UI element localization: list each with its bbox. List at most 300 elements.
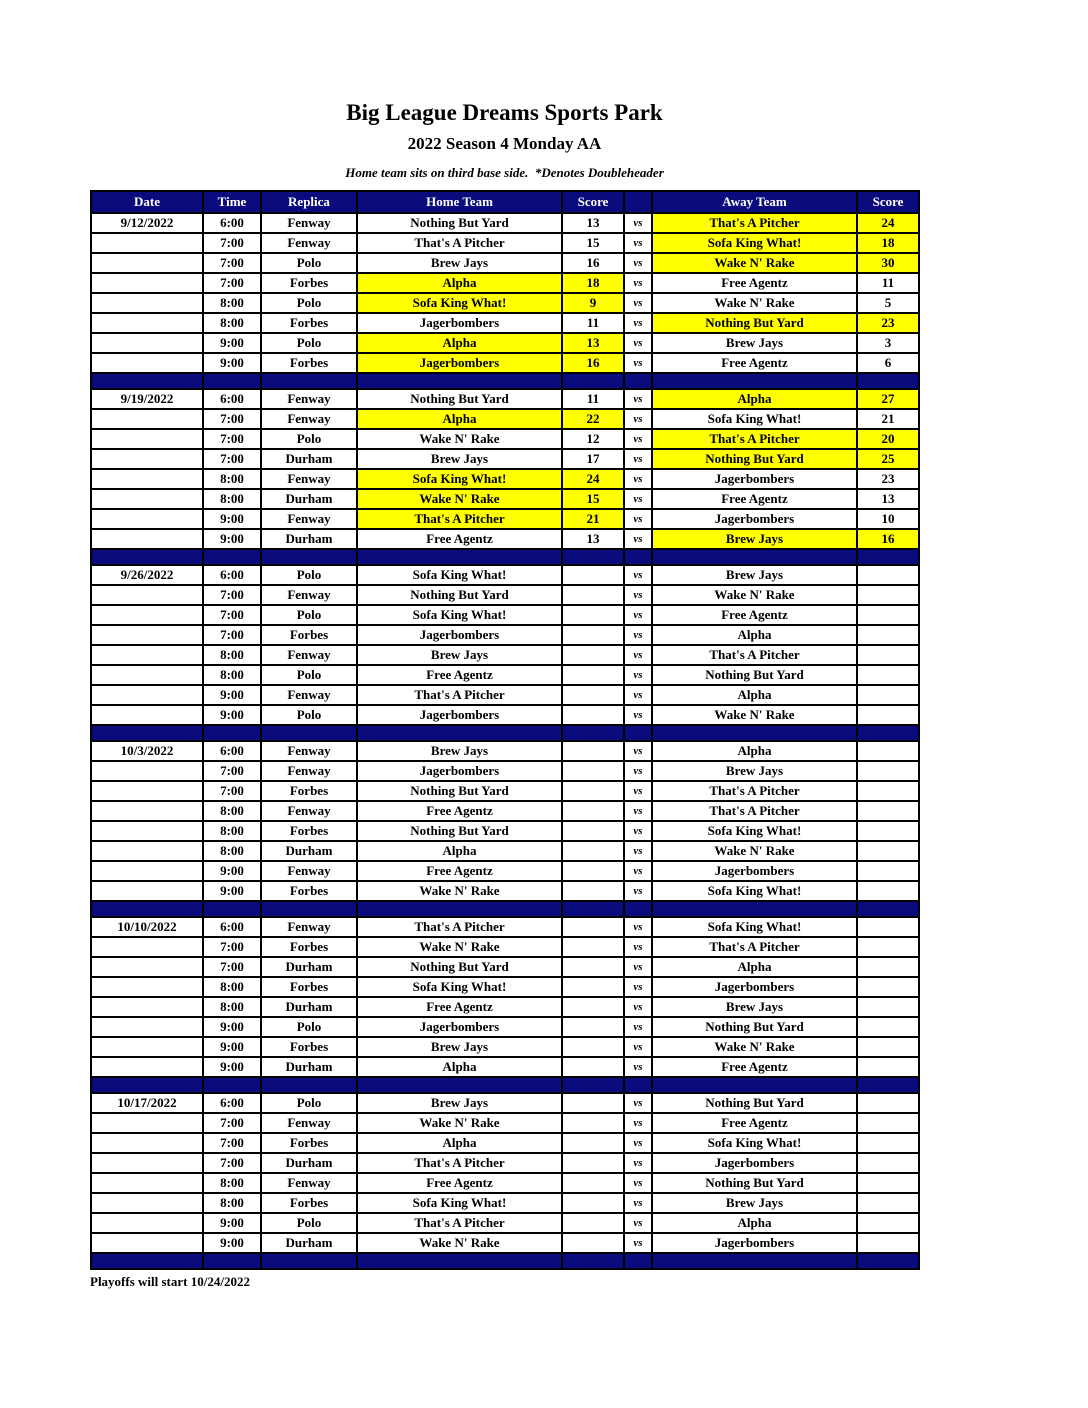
game-row bbox=[91, 665, 919, 685]
vs-cell: vs bbox=[624, 273, 652, 293]
home-score-cell: 22 bbox=[562, 409, 624, 429]
separator-cell bbox=[652, 1253, 857, 1269]
away-score-cell: 16 bbox=[857, 529, 919, 549]
date-cell bbox=[91, 1017, 203, 1037]
vs-cell: vs bbox=[624, 489, 652, 509]
away-score-cell bbox=[857, 801, 919, 821]
date-cell bbox=[91, 1037, 203, 1057]
date-cell bbox=[91, 1233, 203, 1253]
section-separator-row bbox=[91, 1077, 919, 1093]
away-score-cell bbox=[857, 685, 919, 705]
home-score-cell bbox=[562, 1017, 624, 1037]
separator-cell bbox=[652, 1077, 857, 1093]
game-row bbox=[91, 841, 919, 861]
replica-cell: Polo bbox=[261, 1213, 357, 1233]
home-score-cell: 15 bbox=[562, 233, 624, 253]
home-team-cell: Jagerbombers bbox=[357, 761, 562, 781]
vs-cell: vs bbox=[624, 565, 652, 585]
home-team-cell: That's A Pitcher bbox=[357, 1213, 562, 1233]
home-score-cell bbox=[562, 645, 624, 665]
home-score-cell bbox=[562, 881, 624, 901]
date-cell bbox=[91, 509, 203, 529]
home-score-cell bbox=[562, 565, 624, 585]
game-row bbox=[91, 937, 919, 957]
replica-cell: Polo bbox=[261, 565, 357, 585]
vs-cell: vs bbox=[624, 1173, 652, 1193]
date-cell bbox=[91, 605, 203, 625]
page-title: Big League Dreams Sports Park bbox=[346, 100, 663, 125]
game-row bbox=[91, 917, 919, 937]
separator-cell bbox=[857, 901, 919, 917]
away-team-cell: Sofa King What! bbox=[652, 409, 857, 429]
away-score-cell: 24 bbox=[857, 213, 919, 233]
vs-cell: vs bbox=[624, 781, 652, 801]
section-separator-row bbox=[91, 901, 919, 917]
replica-cell: Durham bbox=[261, 1153, 357, 1173]
away-team-cell: That's A Pitcher bbox=[652, 645, 857, 665]
time-cell: 8:00 bbox=[203, 489, 261, 509]
away-team-cell: Brew Jays bbox=[652, 761, 857, 781]
home-team-cell: Wake N' Rake bbox=[357, 881, 562, 901]
vs-cell: vs bbox=[624, 253, 652, 273]
time-cell: 7:00 bbox=[203, 761, 261, 781]
game-row bbox=[91, 213, 919, 233]
game-row bbox=[91, 625, 919, 645]
game-row bbox=[91, 529, 919, 549]
game-row bbox=[91, 409, 919, 429]
home-team-cell: Jagerbombers bbox=[357, 1017, 562, 1037]
home-team-cell: Wake N' Rake bbox=[357, 429, 562, 449]
away-team-cell: Alpha bbox=[652, 1213, 857, 1233]
away-score-cell bbox=[857, 1153, 919, 1173]
home-score-cell: 24 bbox=[562, 469, 624, 489]
vs-cell: vs bbox=[624, 1233, 652, 1253]
vs-cell: vs bbox=[624, 881, 652, 901]
time-cell: 7:00 bbox=[203, 1113, 261, 1133]
separator-cell bbox=[562, 901, 624, 917]
replica-cell: Polo bbox=[261, 605, 357, 625]
home-team-cell: Sofa King What! bbox=[357, 293, 562, 313]
time-cell: 6:00 bbox=[203, 741, 261, 761]
vs-cell: vs bbox=[624, 409, 652, 429]
away-score-cell bbox=[857, 605, 919, 625]
home-team-cell: Wake N' Rake bbox=[357, 489, 562, 509]
vs-cell: vs bbox=[624, 449, 652, 469]
game-row bbox=[91, 997, 919, 1017]
replica-cell: Fenway bbox=[261, 861, 357, 881]
home-team-cell: That's A Pitcher bbox=[357, 1153, 562, 1173]
away-team-cell: Jagerbombers bbox=[652, 509, 857, 529]
separator-cell bbox=[91, 1253, 203, 1269]
away-score-cell bbox=[857, 1193, 919, 1213]
vs-cell: vs bbox=[624, 841, 652, 861]
home-score-cell bbox=[562, 1233, 624, 1253]
away-team-cell: Sofa King What! bbox=[652, 1133, 857, 1153]
replica-cell: Forbes bbox=[261, 821, 357, 841]
time-cell: 7:00 bbox=[203, 625, 261, 645]
separator-cell bbox=[357, 373, 562, 389]
home-score-cell bbox=[562, 937, 624, 957]
date-cell bbox=[91, 409, 203, 429]
home-team-cell: Wake N' Rake bbox=[357, 1113, 562, 1133]
vs-cell: vs bbox=[624, 685, 652, 705]
header-vs bbox=[624, 191, 652, 213]
separator-cell bbox=[624, 1077, 652, 1093]
header-away-team: Away Team bbox=[652, 191, 857, 213]
replica-cell: Durham bbox=[261, 1233, 357, 1253]
separator-cell bbox=[652, 725, 857, 741]
replica-cell: Forbes bbox=[261, 313, 357, 333]
replica-cell: Forbes bbox=[261, 1193, 357, 1213]
home-team-cell: Jagerbombers bbox=[357, 313, 562, 333]
home-score-cell bbox=[562, 605, 624, 625]
vs-cell: vs bbox=[624, 861, 652, 881]
game-row bbox=[91, 429, 919, 449]
away-score-cell bbox=[857, 1113, 919, 1133]
game-row bbox=[91, 389, 919, 409]
replica-cell: Forbes bbox=[261, 977, 357, 997]
separator-cell bbox=[261, 549, 357, 565]
game-row bbox=[91, 1213, 919, 1233]
away-score-cell: 11 bbox=[857, 273, 919, 293]
date-cell bbox=[91, 469, 203, 489]
header-date: Date bbox=[91, 191, 203, 213]
away-team-cell: Nothing But Yard bbox=[652, 665, 857, 685]
vs-cell: vs bbox=[624, 625, 652, 645]
home-score-cell bbox=[562, 1093, 624, 1113]
game-row bbox=[91, 233, 919, 253]
away-team-cell: That's A Pitcher bbox=[652, 781, 857, 801]
time-cell: 8:00 bbox=[203, 841, 261, 861]
away-score-cell bbox=[857, 625, 919, 645]
home-score-cell: 11 bbox=[562, 313, 624, 333]
home-team-cell: Brew Jays bbox=[357, 1093, 562, 1113]
home-score-cell bbox=[562, 1193, 624, 1213]
date-cell bbox=[91, 333, 203, 353]
home-team-cell: Wake N' Rake bbox=[357, 1233, 562, 1253]
home-score-cell: 17 bbox=[562, 449, 624, 469]
date-cell bbox=[91, 1213, 203, 1233]
game-row bbox=[91, 881, 919, 901]
away-score-cell bbox=[857, 937, 919, 957]
game-row bbox=[91, 509, 919, 529]
away-team-cell: Wake N' Rake bbox=[652, 585, 857, 605]
away-team-cell: Jagerbombers bbox=[652, 1233, 857, 1253]
time-cell: 8:00 bbox=[203, 821, 261, 841]
separator-cell bbox=[562, 373, 624, 389]
away-score-cell bbox=[857, 645, 919, 665]
date-cell bbox=[91, 1113, 203, 1133]
time-cell: 8:00 bbox=[203, 1193, 261, 1213]
home-team-cell: That's A Pitcher bbox=[357, 685, 562, 705]
game-row bbox=[91, 353, 919, 373]
away-score-cell bbox=[857, 957, 919, 977]
home-score-cell bbox=[562, 997, 624, 1017]
separator-cell bbox=[857, 1253, 919, 1269]
time-cell: 7:00 bbox=[203, 429, 261, 449]
away-team-cell: Jagerbombers bbox=[652, 977, 857, 997]
game-row bbox=[91, 293, 919, 313]
away-team-cell: Nothing But Yard bbox=[652, 1173, 857, 1193]
date-cell bbox=[91, 685, 203, 705]
home-team-cell: That's A Pitcher bbox=[357, 917, 562, 937]
away-score-cell bbox=[857, 741, 919, 761]
home-score-cell bbox=[562, 705, 624, 725]
away-score-cell: 23 bbox=[857, 469, 919, 489]
vs-cell: vs bbox=[624, 1057, 652, 1077]
away-team-cell: Nothing But Yard bbox=[652, 1093, 857, 1113]
separator-cell bbox=[203, 549, 261, 565]
vs-cell: vs bbox=[624, 1017, 652, 1037]
vs-cell: vs bbox=[624, 1133, 652, 1153]
home-team-cell: Sofa King What! bbox=[357, 977, 562, 997]
separator-cell bbox=[261, 901, 357, 917]
replica-cell: Polo bbox=[261, 1017, 357, 1037]
home-score-cell bbox=[562, 957, 624, 977]
date-cell bbox=[91, 957, 203, 977]
time-cell: 7:00 bbox=[203, 781, 261, 801]
away-team-cell: Wake N' Rake bbox=[652, 293, 857, 313]
separator-cell bbox=[624, 725, 652, 741]
separator-cell bbox=[652, 549, 857, 565]
separator-cell bbox=[624, 901, 652, 917]
replica-cell: Forbes bbox=[261, 937, 357, 957]
schedule-table-body bbox=[91, 213, 919, 1269]
date-cell: 9/19/2022 bbox=[91, 389, 203, 409]
date-cell bbox=[91, 449, 203, 469]
away-team-cell: Alpha bbox=[652, 625, 857, 645]
home-score-cell bbox=[562, 625, 624, 645]
time-cell: 7:00 bbox=[203, 273, 261, 293]
home-score-cell bbox=[562, 761, 624, 781]
separator-cell bbox=[857, 1077, 919, 1093]
date-cell: 9/26/2022 bbox=[91, 565, 203, 585]
game-row bbox=[91, 1037, 919, 1057]
time-cell: 9:00 bbox=[203, 1213, 261, 1233]
replica-cell: Fenway bbox=[261, 801, 357, 821]
home-team-cell: Nothing But Yard bbox=[357, 213, 562, 233]
vs-cell: vs bbox=[624, 1093, 652, 1113]
date-cell bbox=[91, 1133, 203, 1153]
game-row bbox=[91, 1113, 919, 1133]
vs-cell: vs bbox=[624, 997, 652, 1017]
time-cell: 9:00 bbox=[203, 1037, 261, 1057]
vs-cell: vs bbox=[624, 705, 652, 725]
game-row bbox=[91, 469, 919, 489]
away-score-cell bbox=[857, 1233, 919, 1253]
replica-cell: Fenway bbox=[261, 1173, 357, 1193]
away-score-cell bbox=[857, 705, 919, 725]
header-away-score: Score bbox=[857, 191, 919, 213]
game-row bbox=[91, 957, 919, 977]
home-team-cell: Free Agentz bbox=[357, 1173, 562, 1193]
home-team-cell: Alpha bbox=[357, 333, 562, 353]
home-score-cell bbox=[562, 665, 624, 685]
time-cell: 8:00 bbox=[203, 469, 261, 489]
home-score-cell bbox=[562, 1173, 624, 1193]
home-score-cell: 15 bbox=[562, 489, 624, 509]
time-cell: 9:00 bbox=[203, 685, 261, 705]
game-row bbox=[91, 605, 919, 625]
time-cell: 6:00 bbox=[203, 917, 261, 937]
date-cell bbox=[91, 293, 203, 313]
vs-cell: vs bbox=[624, 213, 652, 233]
replica-cell: Forbes bbox=[261, 353, 357, 373]
header-replica: Replica bbox=[261, 191, 357, 213]
vs-cell: vs bbox=[624, 1213, 652, 1233]
time-cell: 7:00 bbox=[203, 409, 261, 429]
document-page bbox=[90, 0, 919, 1290]
home-team-cell: Nothing But Yard bbox=[357, 585, 562, 605]
away-team-cell: That's A Pitcher bbox=[652, 429, 857, 449]
replica-cell: Fenway bbox=[261, 585, 357, 605]
time-cell: 7:00 bbox=[203, 1153, 261, 1173]
time-cell: 6:00 bbox=[203, 389, 261, 409]
time-cell: 8:00 bbox=[203, 313, 261, 333]
game-row bbox=[91, 449, 919, 469]
away-score-cell bbox=[857, 565, 919, 585]
home-team-cell: Brew Jays bbox=[357, 645, 562, 665]
replica-cell: Forbes bbox=[261, 273, 357, 293]
separator-cell bbox=[91, 373, 203, 389]
schedule-table bbox=[90, 190, 920, 1270]
game-row bbox=[91, 801, 919, 821]
vs-cell: vs bbox=[624, 957, 652, 977]
away-team-cell: Wake N' Rake bbox=[652, 841, 857, 861]
time-cell: 7:00 bbox=[203, 605, 261, 625]
away-team-cell: Jagerbombers bbox=[652, 861, 857, 881]
home-team-cell: Sofa King What! bbox=[357, 1193, 562, 1213]
home-team-cell: Alpha bbox=[357, 841, 562, 861]
away-team-cell: Free Agentz bbox=[652, 1113, 857, 1133]
away-team-cell: Free Agentz bbox=[652, 605, 857, 625]
header-home-team: Home Team bbox=[357, 191, 562, 213]
separator-cell bbox=[357, 1077, 562, 1093]
vs-cell: vs bbox=[624, 1037, 652, 1057]
time-cell: 9:00 bbox=[203, 1233, 261, 1253]
away-team-cell: Free Agentz bbox=[652, 273, 857, 293]
playoffs-note: Playoffs will start 10/24/2022 bbox=[90, 1274, 250, 1289]
separator-cell bbox=[91, 901, 203, 917]
separator-cell bbox=[624, 549, 652, 565]
away-team-cell: Brew Jays bbox=[652, 529, 857, 549]
separator-cell bbox=[261, 725, 357, 741]
home-team-cell: Alpha bbox=[357, 1133, 562, 1153]
home-team-cell: Alpha bbox=[357, 273, 562, 293]
away-score-cell bbox=[857, 1173, 919, 1193]
time-cell: 9:00 bbox=[203, 353, 261, 373]
game-row bbox=[91, 253, 919, 273]
home-score-cell: 9 bbox=[562, 293, 624, 313]
away-score-cell: 18 bbox=[857, 233, 919, 253]
separator-cell bbox=[357, 725, 562, 741]
date-cell bbox=[91, 881, 203, 901]
home-team-note: Home team sits on third base side. *Denotes Doubleheader bbox=[345, 165, 664, 180]
away-score-cell bbox=[857, 1057, 919, 1077]
home-score-cell: 13 bbox=[562, 333, 624, 353]
replica-cell: Forbes bbox=[261, 1037, 357, 1057]
away-score-cell bbox=[857, 1037, 919, 1057]
home-score-cell bbox=[562, 861, 624, 881]
vs-cell: vs bbox=[624, 937, 652, 957]
separator-cell bbox=[261, 1253, 357, 1269]
home-score-cell: 13 bbox=[562, 213, 624, 233]
game-row bbox=[91, 741, 919, 761]
replica-cell: Forbes bbox=[261, 625, 357, 645]
away-score-cell bbox=[857, 665, 919, 685]
time-cell: 6:00 bbox=[203, 213, 261, 233]
away-team-cell: Free Agentz bbox=[652, 1057, 857, 1077]
home-score-cell: 16 bbox=[562, 253, 624, 273]
vs-cell: vs bbox=[624, 917, 652, 937]
time-cell: 9:00 bbox=[203, 529, 261, 549]
time-cell: 9:00 bbox=[203, 509, 261, 529]
separator-cell bbox=[624, 373, 652, 389]
home-score-cell bbox=[562, 917, 624, 937]
date-cell bbox=[91, 977, 203, 997]
away-team-cell: Free Agentz bbox=[652, 489, 857, 509]
away-team-cell: Alpha bbox=[652, 957, 857, 977]
header-time: Time bbox=[203, 191, 261, 213]
away-score-cell bbox=[857, 997, 919, 1017]
away-team-cell: Sofa King What! bbox=[652, 881, 857, 901]
away-team-cell: Jagerbombers bbox=[652, 1153, 857, 1173]
away-score-cell: 23 bbox=[857, 313, 919, 333]
game-row bbox=[91, 333, 919, 353]
vs-cell: vs bbox=[624, 293, 652, 313]
home-team-cell: Brew Jays bbox=[357, 253, 562, 273]
away-team-cell: That's A Pitcher bbox=[652, 213, 857, 233]
home-team-cell: Alpha bbox=[357, 1057, 562, 1077]
date-cell bbox=[91, 313, 203, 333]
time-cell: 7:00 bbox=[203, 233, 261, 253]
separator-cell bbox=[562, 1253, 624, 1269]
time-cell: 7:00 bbox=[203, 253, 261, 273]
time-cell: 7:00 bbox=[203, 1133, 261, 1153]
date-cell bbox=[91, 429, 203, 449]
away-team-cell: Free Agentz bbox=[652, 353, 857, 373]
date-cell: 10/17/2022 bbox=[91, 1093, 203, 1113]
home-score-cell: 21 bbox=[562, 509, 624, 529]
home-team-cell: That's A Pitcher bbox=[357, 509, 562, 529]
replica-cell: Fenway bbox=[261, 761, 357, 781]
replica-cell: Durham bbox=[261, 957, 357, 977]
vs-cell: vs bbox=[624, 645, 652, 665]
replica-cell: Fenway bbox=[261, 1113, 357, 1133]
away-team-cell: Brew Jays bbox=[652, 333, 857, 353]
away-team-cell: That's A Pitcher bbox=[652, 937, 857, 957]
separator-cell bbox=[203, 1253, 261, 1269]
away-team-cell: Alpha bbox=[652, 741, 857, 761]
game-row bbox=[91, 821, 919, 841]
date-cell bbox=[91, 1193, 203, 1213]
separator-cell bbox=[203, 725, 261, 741]
date-cell bbox=[91, 1153, 203, 1173]
home-score-cell bbox=[562, 1113, 624, 1133]
home-score-cell bbox=[562, 801, 624, 821]
away-score-cell bbox=[857, 881, 919, 901]
game-row bbox=[91, 761, 919, 781]
replica-cell: Polo bbox=[261, 705, 357, 725]
game-row bbox=[91, 1193, 919, 1213]
time-cell: 7:00 bbox=[203, 957, 261, 977]
away-score-cell bbox=[857, 1017, 919, 1037]
vs-cell: vs bbox=[624, 1153, 652, 1173]
time-cell: 8:00 bbox=[203, 997, 261, 1017]
date-cell: 9/12/2022 bbox=[91, 213, 203, 233]
away-score-cell: 13 bbox=[857, 489, 919, 509]
replica-cell: Polo bbox=[261, 665, 357, 685]
